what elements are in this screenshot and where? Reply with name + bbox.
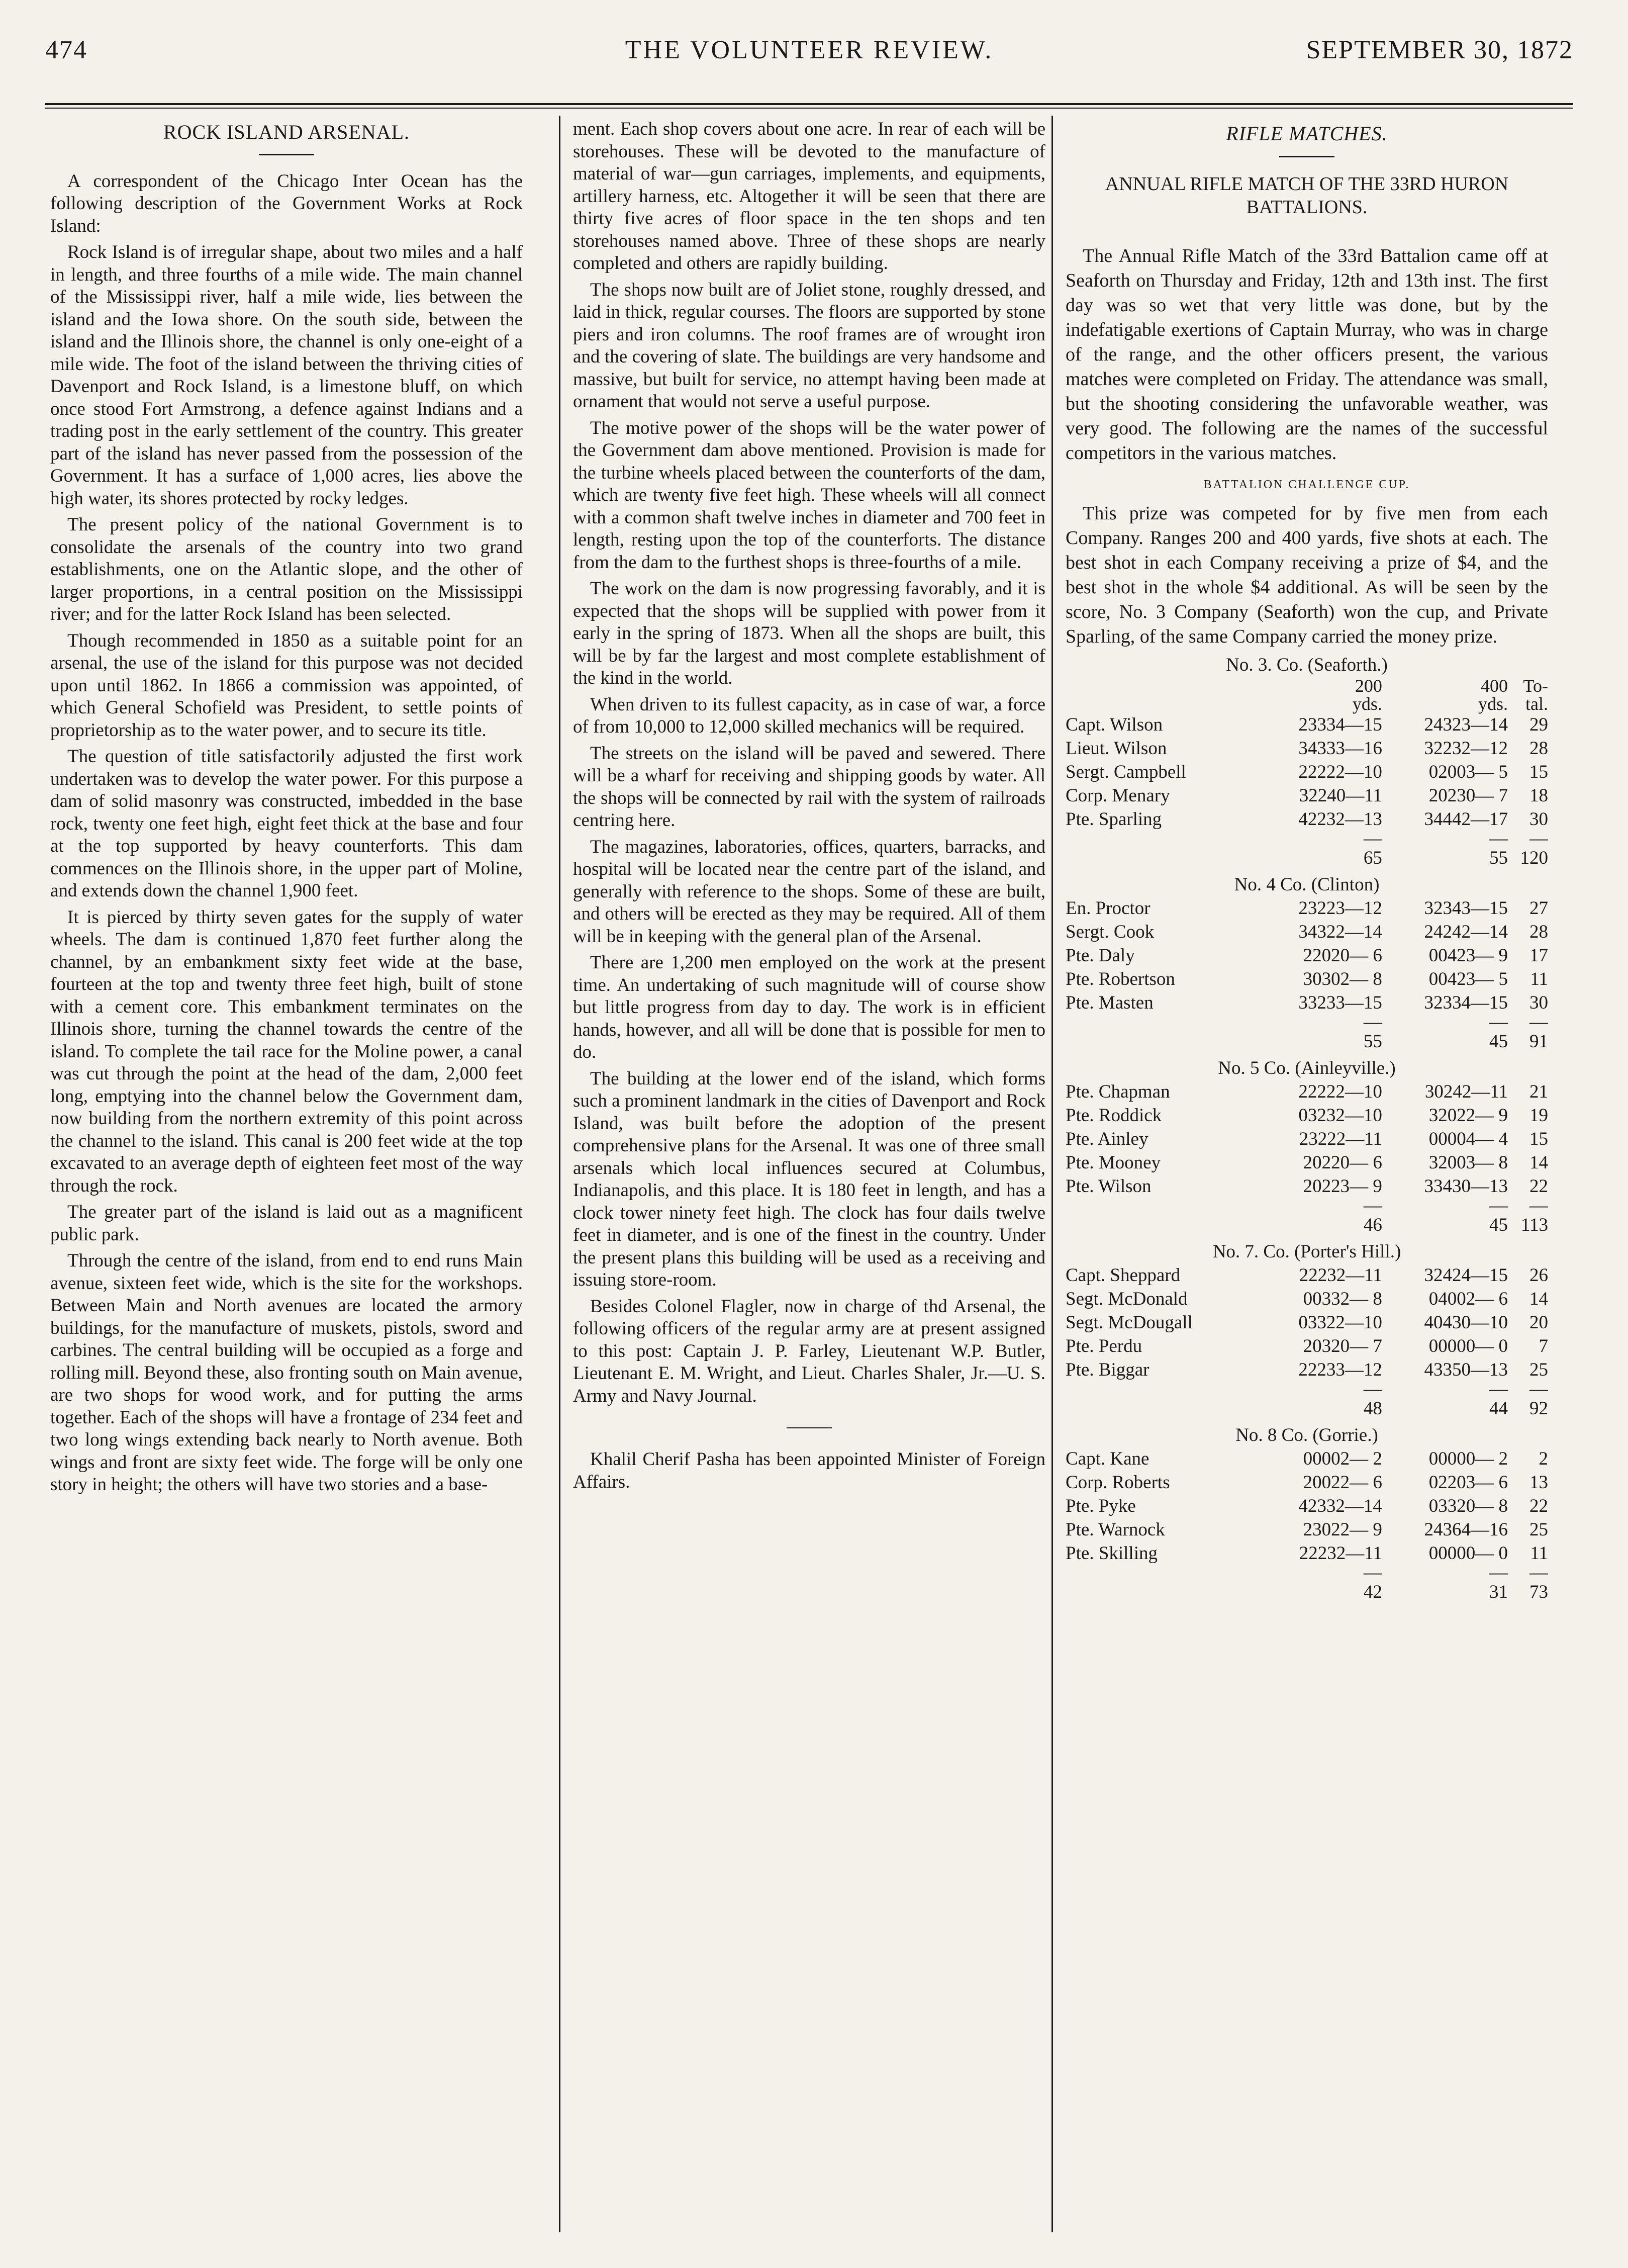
- column-header-row: [1066, 677, 1548, 695]
- company-name: No. 8 Co. (Gorrie.): [1235, 1425, 1378, 1445]
- cup-paragraph: This prize was competed for by five men from each Company. Ranges 200 and 400 yards, five shots at each. The best shot in each Company receiving a prize of $4, and the best shot in the whole $4 additional. As will be seen by the score, No. 3 Company (Seaforth) won the cup, and Private Sparling, of the same Company carried the money prize.: [1066, 503, 1548, 647]
- score-total: 15: [1529, 762, 1548, 782]
- score-200: 23022— 9: [1303, 1519, 1382, 1540]
- table-row: [1066, 1287, 1548, 1311]
- column-divider: [1051, 116, 1053, 2232]
- table-row: [1066, 784, 1548, 807]
- article-paragraph: The present policy of the national Government is to consolidate the arsenals of the country into two grand establishments, one on the Atlantic slope, and the other of larger proportions, in a central position on the Mississippi river; and for the latter Rock Island has been selected.: [50, 514, 523, 624]
- table-row: [1066, 1263, 1548, 1287]
- header-total: To-: [1523, 676, 1548, 696]
- score-200: 20223— 9: [1303, 1176, 1382, 1197]
- competitor-name: En. Proctor: [1066, 898, 1151, 919]
- score-200: 22233—12: [1298, 1359, 1382, 1380]
- score-200: 23334—15: [1298, 714, 1382, 735]
- score-total: 30: [1529, 992, 1548, 1013]
- score-total: 20: [1529, 1312, 1548, 1333]
- total-400: 45: [1489, 1215, 1508, 1235]
- rifle-subtitle: ANNUAL RIFLE MATCH OF THE 33RD HURON BATTALIONS.: [1105, 173, 1509, 218]
- total-200: 42: [1363, 1582, 1382, 1602]
- competitor-name: Capt. Wilson: [1066, 714, 1163, 735]
- table-row: [1066, 1080, 1548, 1104]
- total-rule-row: [1066, 831, 1548, 846]
- rule-blank: [1066, 1198, 1257, 1213]
- score-400: 00004— 4: [1428, 1129, 1508, 1149]
- score-400: 24323—14: [1424, 714, 1508, 735]
- article-paragraph: It is pierced by thirty seven gates for the supply of water wheels. The dam is continued 1,870 feet further along the channel, by an embankment sixty feet wide at the base, fourteen at the top and twenty three feet high, built of stone with a cement core. This embankment terminates on the Illinois shore, turning the channel towards the centre of the island. To complete the tail race for the Moline power, a canal was cut through the point at the head of the dam, 2,000 feet long, emptying into the channel below the Government dam, now building from the northern extremity of this point across the channel to the island. This canal is 200 feet wide at the top excavated to an average depth of eighteen feet most of the way through the rock.: [50, 906, 523, 1196]
- score-200: 20320— 7: [1303, 1336, 1382, 1356]
- article-paragraph: The magazines, laboratories, offices, quarters, barracks, and hospital will be located near the centre part of the island, and generally with reference to the shops. Some of these are built, and others will be erected as they may be required. All of them will be in keeping with the general plan of the Arsenal.: [573, 836, 1045, 947]
- total-blank: [1066, 1213, 1257, 1240]
- company-name: No. 7. Co. (Porter's Hill.): [1212, 1241, 1401, 1262]
- rule-blank: [1066, 831, 1257, 846]
- score-400: 33430—13: [1424, 1176, 1508, 1197]
- competitor-name: Pte. Warnock: [1066, 1519, 1165, 1540]
- title-rule: [259, 154, 314, 155]
- competitor-name: Sergt. Cook: [1066, 922, 1155, 942]
- table-row: [1066, 920, 1548, 944]
- company-total-row: [1066, 1397, 1548, 1423]
- header-blank: [1066, 677, 1257, 695]
- table-row: [1066, 1104, 1548, 1127]
- score-total: 25: [1529, 1359, 1548, 1380]
- rule-mark: —: [1489, 828, 1508, 849]
- total-rule-row: [1066, 1382, 1548, 1397]
- competitor-name: Segt. McDonald: [1066, 1289, 1188, 1309]
- company-total-row: [1066, 1030, 1548, 1056]
- score-200: 42332—14: [1298, 1496, 1382, 1516]
- total-400: 55: [1489, 848, 1508, 868]
- article-paragraph: A correspondent of the Chicago Inter Ocean has the following description of the Government Works at Rock Island:: [50, 170, 523, 236]
- issue-date: SEPTEMBER 30, 1872: [1306, 36, 1573, 64]
- score-total: 28: [1529, 738, 1548, 759]
- competitor-name: Corp. Menary: [1066, 785, 1170, 806]
- score-400: 32334—15: [1424, 992, 1508, 1013]
- score-total: 26: [1529, 1265, 1548, 1286]
- masthead-title: THE VOLUNTEER REVIEW.: [625, 36, 994, 64]
- score-total: 14: [1529, 1152, 1548, 1173]
- table-row: [1066, 1334, 1548, 1358]
- rifle-paragraph: The Annual Rifle Match of the 33rd Battalion came off at Seaforth on Thursday and Friday, 12th and 13th inst. The first day was so wet that very little was done, but by the indefatigable exertions of Captain Murray, who was in charge of the range, and the other officers present, the various matches were completed on Friday. The attendance was small, but the shooting considering the unfavorable weather, was very good. The following are the names of the successful competitors in the various matches.: [1066, 245, 1548, 464]
- company-total-row: [1066, 1580, 1548, 1607]
- score-200: 33233—15: [1298, 992, 1382, 1013]
- table-row: [1066, 713, 1548, 737]
- score-400: 00000— 0: [1428, 1543, 1508, 1564]
- score-400: 04002— 6: [1428, 1289, 1508, 1309]
- article-paragraph: The work on the dam is now progressing favorably, and it is expected that the shops will be supplied with power from it early in the spring of 1873. When all the shops are built, this will be by far the largest and most complete establishment of the kind in the world.: [573, 578, 1045, 688]
- score-total: 30: [1529, 809, 1548, 830]
- rule-mark: —: [1489, 1379, 1508, 1399]
- score-total: 2: [1539, 1448, 1548, 1469]
- competitor-name: Pte. Roddick: [1066, 1105, 1162, 1126]
- score-200: 03232—10: [1298, 1105, 1382, 1126]
- rule-blank: [1066, 1382, 1257, 1397]
- score-400: 32343—15: [1424, 898, 1508, 919]
- score-total: 29: [1529, 714, 1548, 735]
- score-200: 23222—11: [1299, 1129, 1382, 1149]
- score-400: 00423— 9: [1428, 945, 1508, 966]
- total-200: 48: [1363, 1398, 1382, 1419]
- score-total: 28: [1529, 922, 1548, 942]
- company-name: No. 4 Co. (Clinton): [1234, 874, 1380, 895]
- score-200: 22222—10: [1298, 1081, 1382, 1102]
- company-total-row: [1066, 846, 1548, 873]
- score-total: 25: [1529, 1519, 1548, 1540]
- score-400: 32003— 8: [1428, 1152, 1508, 1173]
- article-paragraph: The question of title satisfactorily adjusted the first work undertaken was to develop the water power. For this purpose a dam of solid masonry was constructed, imbedded in the base rock, twenty one feet high, eight feet thick at the base and four at the top supported by heavy counterforts. This dam commences on the Illinois shore, in the upper part of Moline, and extends down the channel 1,900 feet.: [50, 746, 523, 901]
- article-paragraph: The building at the lower end of the island, which forms such a prominent landmark in the cities of Davenport and Rock Island, was built before the adoption of the present comprehensive plans for the Arsenal. It was one of three small arsenals which local influences secured at Columbus, Indianapolis, and this place. It is 180 feet in length, and has a clock tower ninety feet high. The clock has four dails twelve feet in diameter, and is one of the finest in the country. Under the present plans this building will be used as a receiving and issuing store-room.: [573, 1068, 1045, 1290]
- total-rule-row: [1066, 1565, 1548, 1580]
- total-sum: 120: [1520, 848, 1548, 868]
- rule-mark: —: [1489, 1562, 1508, 1583]
- score-400: 40430—10: [1424, 1312, 1508, 1333]
- score-total: 22: [1529, 1176, 1548, 1197]
- rule-mark: —: [1529, 1562, 1548, 1583]
- score-400: 00423— 5: [1428, 969, 1508, 989]
- company-name: No. 5 Co. (Ainleyville.): [1218, 1058, 1396, 1078]
- rule-mark: —: [1489, 1195, 1508, 1216]
- header-200-unit: yds.: [1352, 694, 1382, 714]
- total-400: 45: [1489, 1031, 1508, 1052]
- rule-mark: —: [1489, 1012, 1508, 1032]
- column-1: [50, 118, 523, 2220]
- competitor-name: Pte. Biggar: [1066, 1359, 1150, 1380]
- total-sum: 113: [1520, 1215, 1548, 1235]
- score-200: 34322—14: [1298, 922, 1382, 942]
- score-200: 20220— 6: [1303, 1152, 1382, 1173]
- header-400: 400: [1481, 676, 1508, 696]
- total-blank: [1066, 1030, 1257, 1056]
- score-total: 27: [1529, 898, 1548, 919]
- competitor-name: Lieut. Wilson: [1066, 738, 1167, 759]
- competitor-name: Pte. Robertson: [1066, 969, 1175, 989]
- table-row: [1066, 1127, 1548, 1151]
- competitor-name: Pte. Daly: [1066, 945, 1135, 966]
- score-400: 00000— 2: [1428, 1448, 1508, 1469]
- score-200: 32240—11: [1299, 785, 1382, 806]
- score-total: 19: [1529, 1105, 1548, 1126]
- total-200: 65: [1363, 848, 1382, 868]
- header-400-unit: yds.: [1478, 694, 1508, 714]
- cup-title: BATTALION CHALLENGE CUP.: [1203, 478, 1410, 491]
- article-paragraph: Through the centre of the island, from end to end runs Main avenue, sixteen feet wide, which is the site for the workshops. Between Main and North avenues are located the armory buildings, for the manufacture of muskets, pistols, sword and carbines. The central building will be occupied as a forge and rolling mill. Beyond these, also fronting south on Main avenue, are two shops for wood work, and for putting the arms together. Each of the shops will have a frontage of 234 feet and two long wings extending back nearly to North avenue. Both wings and front are sixty feet wide. The forge will be only one story in height; the others will have two stories and a base-: [50, 1250, 523, 1495]
- score-200: 34333—16: [1298, 738, 1382, 759]
- score-total: 13: [1529, 1472, 1548, 1493]
- table-row: [1066, 1518, 1548, 1541]
- table-row: [1066, 1311, 1548, 1334]
- header-200: 200: [1355, 676, 1382, 696]
- company-heading-row: [1066, 1423, 1548, 1447]
- score-total: 7: [1539, 1336, 1548, 1356]
- total-rule-row: [1066, 1015, 1548, 1030]
- score-400: 30242—11: [1424, 1081, 1508, 1102]
- score-400: 24242—14: [1424, 922, 1508, 942]
- total-200: 46: [1363, 1215, 1382, 1235]
- score-total: 15: [1529, 1129, 1548, 1149]
- total-blank: [1066, 846, 1257, 873]
- competitor-name: Pte. Pyke: [1066, 1496, 1136, 1516]
- rule-mark: —: [1363, 1195, 1382, 1216]
- article-paragraph: ment. Each shop covers about one acre. In rear of each will be storehouses. These will be devoted to the manufacture of material of war—gun carriages, implements, and equipments, artillery harness, etc. Altogether it will be seen that there are thirty five acres of floor space in the ten shops and ten storehouses named above. Three of these shops are nearly completed and others are rapidly building.: [573, 119, 1045, 274]
- header-rule: [45, 103, 1573, 105]
- score-200: 22232—11: [1299, 1265, 1382, 1286]
- company-heading-row: [1066, 653, 1548, 677]
- total-blank: [1066, 1397, 1257, 1423]
- rule-mark: —: [1363, 828, 1382, 849]
- score-200: 00002— 2: [1303, 1448, 1382, 1469]
- competitor-name: Pte. Chapman: [1066, 1081, 1170, 1102]
- article-paragraph: The shops now built are of Joliet stone, roughly dressed, and laid in thick, regular courses. The floors are supported by stone piers and iron columns. The roof frames are of wrought iron and the covering of slate. The buildings are very handsome and massive, but built for service, no attempt having been made at ornament that would not serve a useful purpose.: [573, 279, 1045, 412]
- score-400: 43350—13: [1424, 1359, 1508, 1380]
- competitor-name: Pte. Ainley: [1066, 1129, 1148, 1149]
- article-paragraph: When driven to its fullest capacity, as in case of war, a force of from 10,000 to 12,000 skilled mechanics will be required.: [573, 694, 1045, 737]
- score-400: 00000— 0: [1428, 1336, 1508, 1356]
- title-rule: [1279, 156, 1334, 157]
- score-total: 17: [1529, 945, 1548, 966]
- competitor-name: Sergt. Campbell: [1066, 762, 1186, 782]
- total-rule-row: [1066, 1198, 1548, 1213]
- competitor-name: Capt. Kane: [1066, 1448, 1150, 1469]
- score-200: 20022— 6: [1303, 1472, 1382, 1493]
- article-paragraph: Rock Island is of irregular shape, about two miles and a half in length, and three fourths of a mile wide. The main channel of the Mississippi river, half a mile wide, lies between the island and the Iowa shore. On the south side, between the island and the Illinois shore, the channel is only one-eight of a mile wide. The foot of the island between the thriving cities of Davenport and Rock Island, is a limestone bluff, on which once stood Fort Armstrong, a defence against Indians and a trading post in the early settlement of the country. This greater part of the island has never passed from the possession of the Government. It has a surface of 1,000 acres, lies above the high water, its shores protected by rocky ledges.: [50, 242, 523, 509]
- column-3: [1066, 118, 1548, 2220]
- table-row: [1066, 1174, 1548, 1198]
- score-total: 14: [1529, 1289, 1548, 1309]
- rule-mark: —: [1529, 1012, 1548, 1032]
- table-row: [1066, 737, 1548, 760]
- rule-blank: [1066, 1565, 1257, 1580]
- score-400: 32022— 9: [1428, 1105, 1508, 1126]
- score-400: 02003— 5: [1428, 762, 1508, 782]
- score-total: 11: [1530, 969, 1548, 989]
- company-total-row: [1066, 1213, 1548, 1240]
- competitor-name: Corp. Roberts: [1066, 1472, 1170, 1493]
- competitor-name: Pte. Sparling: [1066, 809, 1162, 830]
- total-sum: 73: [1529, 1582, 1548, 1602]
- company-heading-row: [1066, 1056, 1548, 1080]
- score-total: 18: [1529, 785, 1548, 806]
- score-table: [1066, 653, 1548, 1607]
- page-header: [45, 35, 1573, 90]
- total-400: 44: [1489, 1398, 1508, 1419]
- score-400: 34442—17: [1424, 809, 1508, 830]
- competitor-name: Pte. Skilling: [1066, 1543, 1158, 1564]
- table-row: [1066, 760, 1548, 784]
- score-400: 32232—12: [1424, 738, 1508, 759]
- competitor-name: Pte. Mooney: [1066, 1152, 1161, 1173]
- rifle-title: RIFLE MATCHES.: [1226, 122, 1388, 145]
- score-total: 21: [1529, 1081, 1548, 1102]
- score-200: 23223—12: [1298, 898, 1382, 919]
- rule-mark: —: [1529, 1195, 1548, 1216]
- column-divider: [559, 116, 560, 2232]
- rule-mark: —: [1363, 1012, 1382, 1032]
- score-400: 02203— 6: [1428, 1472, 1508, 1493]
- score-total: 11: [1530, 1543, 1548, 1564]
- score-400: 24364—16: [1424, 1519, 1508, 1540]
- competitor-name: Segt. McDougall: [1066, 1312, 1193, 1333]
- article-paragraph: Though recommended in 1850 as a suitable point for an arsenal, the use of the island for this purpose was not decided upon until 1862. In 1866 a commission was appointed, of which General Schofield was President, to settle points of proprietorship as to the water power, and to secure its title.: [50, 630, 523, 741]
- table-row: [1066, 1494, 1548, 1518]
- table-row: [1066, 944, 1548, 967]
- company-heading-row: [1066, 873, 1548, 896]
- score-400: 03320— 8: [1428, 1496, 1508, 1516]
- article-paragraph: The greater part of the island is laid out as a magnificent public park.: [50, 1202, 523, 1245]
- score-400: 32424—15: [1424, 1265, 1508, 1286]
- header-blank: [1066, 695, 1257, 713]
- table-row: [1066, 896, 1548, 920]
- column-header-row: [1066, 695, 1548, 713]
- rule-mark: —: [1363, 1379, 1382, 1399]
- article-paragraph: Besides Colonel Flagler, now in charge of thd Arsenal, the following officers of the regular army are at present assigned to this post: Captain J. P. Farley, Lieutenant W.P. Butler, Lieutenant E. M. Wright, and Lieut. Charles Shaler, Jr.—U. S. Army and Navy Journal.: [573, 1296, 1045, 1406]
- table-row: [1066, 1447, 1548, 1471]
- score-200: 30302— 8: [1303, 969, 1382, 989]
- rule-mark: —: [1529, 1379, 1548, 1399]
- company-heading-row: [1066, 1240, 1548, 1263]
- table-row: [1066, 1358, 1548, 1382]
- total-400: 31: [1489, 1582, 1508, 1602]
- score-200: 42232—13: [1298, 809, 1382, 830]
- score-200: 22232—11: [1299, 1543, 1382, 1564]
- score-200: 22222—10: [1298, 762, 1382, 782]
- table-row: [1066, 1541, 1548, 1565]
- rule-mark: —: [1363, 1562, 1382, 1583]
- table-row: [1066, 967, 1548, 991]
- table-row: [1066, 807, 1548, 831]
- score-total: 22: [1529, 1496, 1548, 1516]
- competitor-name: Pte. Masten: [1066, 992, 1154, 1013]
- article-title: ROCK ISLAND ARSENAL.: [163, 121, 410, 143]
- rule-blank: [1066, 1015, 1257, 1030]
- score-200: 22020— 6: [1303, 945, 1382, 966]
- table-row: [1066, 1151, 1548, 1174]
- header-rule-thin: [45, 108, 1573, 109]
- table-row: [1066, 1471, 1548, 1494]
- score-200: 03322—10: [1298, 1312, 1382, 1333]
- total-sum: 91: [1529, 1031, 1548, 1052]
- column-2: [573, 118, 1045, 2220]
- score-200: 00332— 8: [1303, 1289, 1382, 1309]
- header-total-unit: tal.: [1525, 694, 1548, 714]
- total-200: 55: [1363, 1031, 1382, 1052]
- article-paragraph: The streets on the island will be paved and sewered. There will be a wharf for receiving and shipping goods by water. All the shops will be connected by rail with the system of railroads centring here.: [573, 743, 1045, 831]
- article-paragraph: There are 1,200 men employed on the work at the present time. An undertaking of such magnitude will of course show but little progress from day to day. The work is in efficient hands, however, and all will be done that is possible for men to do.: [573, 952, 1045, 1062]
- total-sum: 92: [1529, 1398, 1548, 1419]
- page-number: 474: [45, 36, 87, 64]
- news-note: Khalil Cherif Pasha has been appointed Minister of Foreign Affairs.: [573, 1449, 1045, 1492]
- score-400: 20230— 7: [1428, 785, 1508, 806]
- competitor-name: Pte. Wilson: [1066, 1176, 1152, 1197]
- separator-rule: [787, 1427, 832, 1428]
- competitor-name: Pte. Perdu: [1066, 1336, 1142, 1356]
- article-paragraph: The motive power of the shops will be the water power of the Government dam above mentioned. Provision is made for the turbine wheels placed between the counterforts of the dam, which are twenty five feet high. These wheels will all connect with a common shaft twelve inches in diameter and 700 feet in length, resting upon the top of the counterforts. The distance from the dam to the furthest shops is three-fourths of a mile.: [573, 417, 1045, 573]
- table-row: [1066, 991, 1548, 1015]
- competitor-name: Capt. Sheppard: [1066, 1265, 1181, 1286]
- company-name: No. 3. Co. (Seaforth.): [1226, 655, 1388, 675]
- total-blank: [1066, 1580, 1257, 1607]
- rule-mark: —: [1529, 828, 1548, 849]
